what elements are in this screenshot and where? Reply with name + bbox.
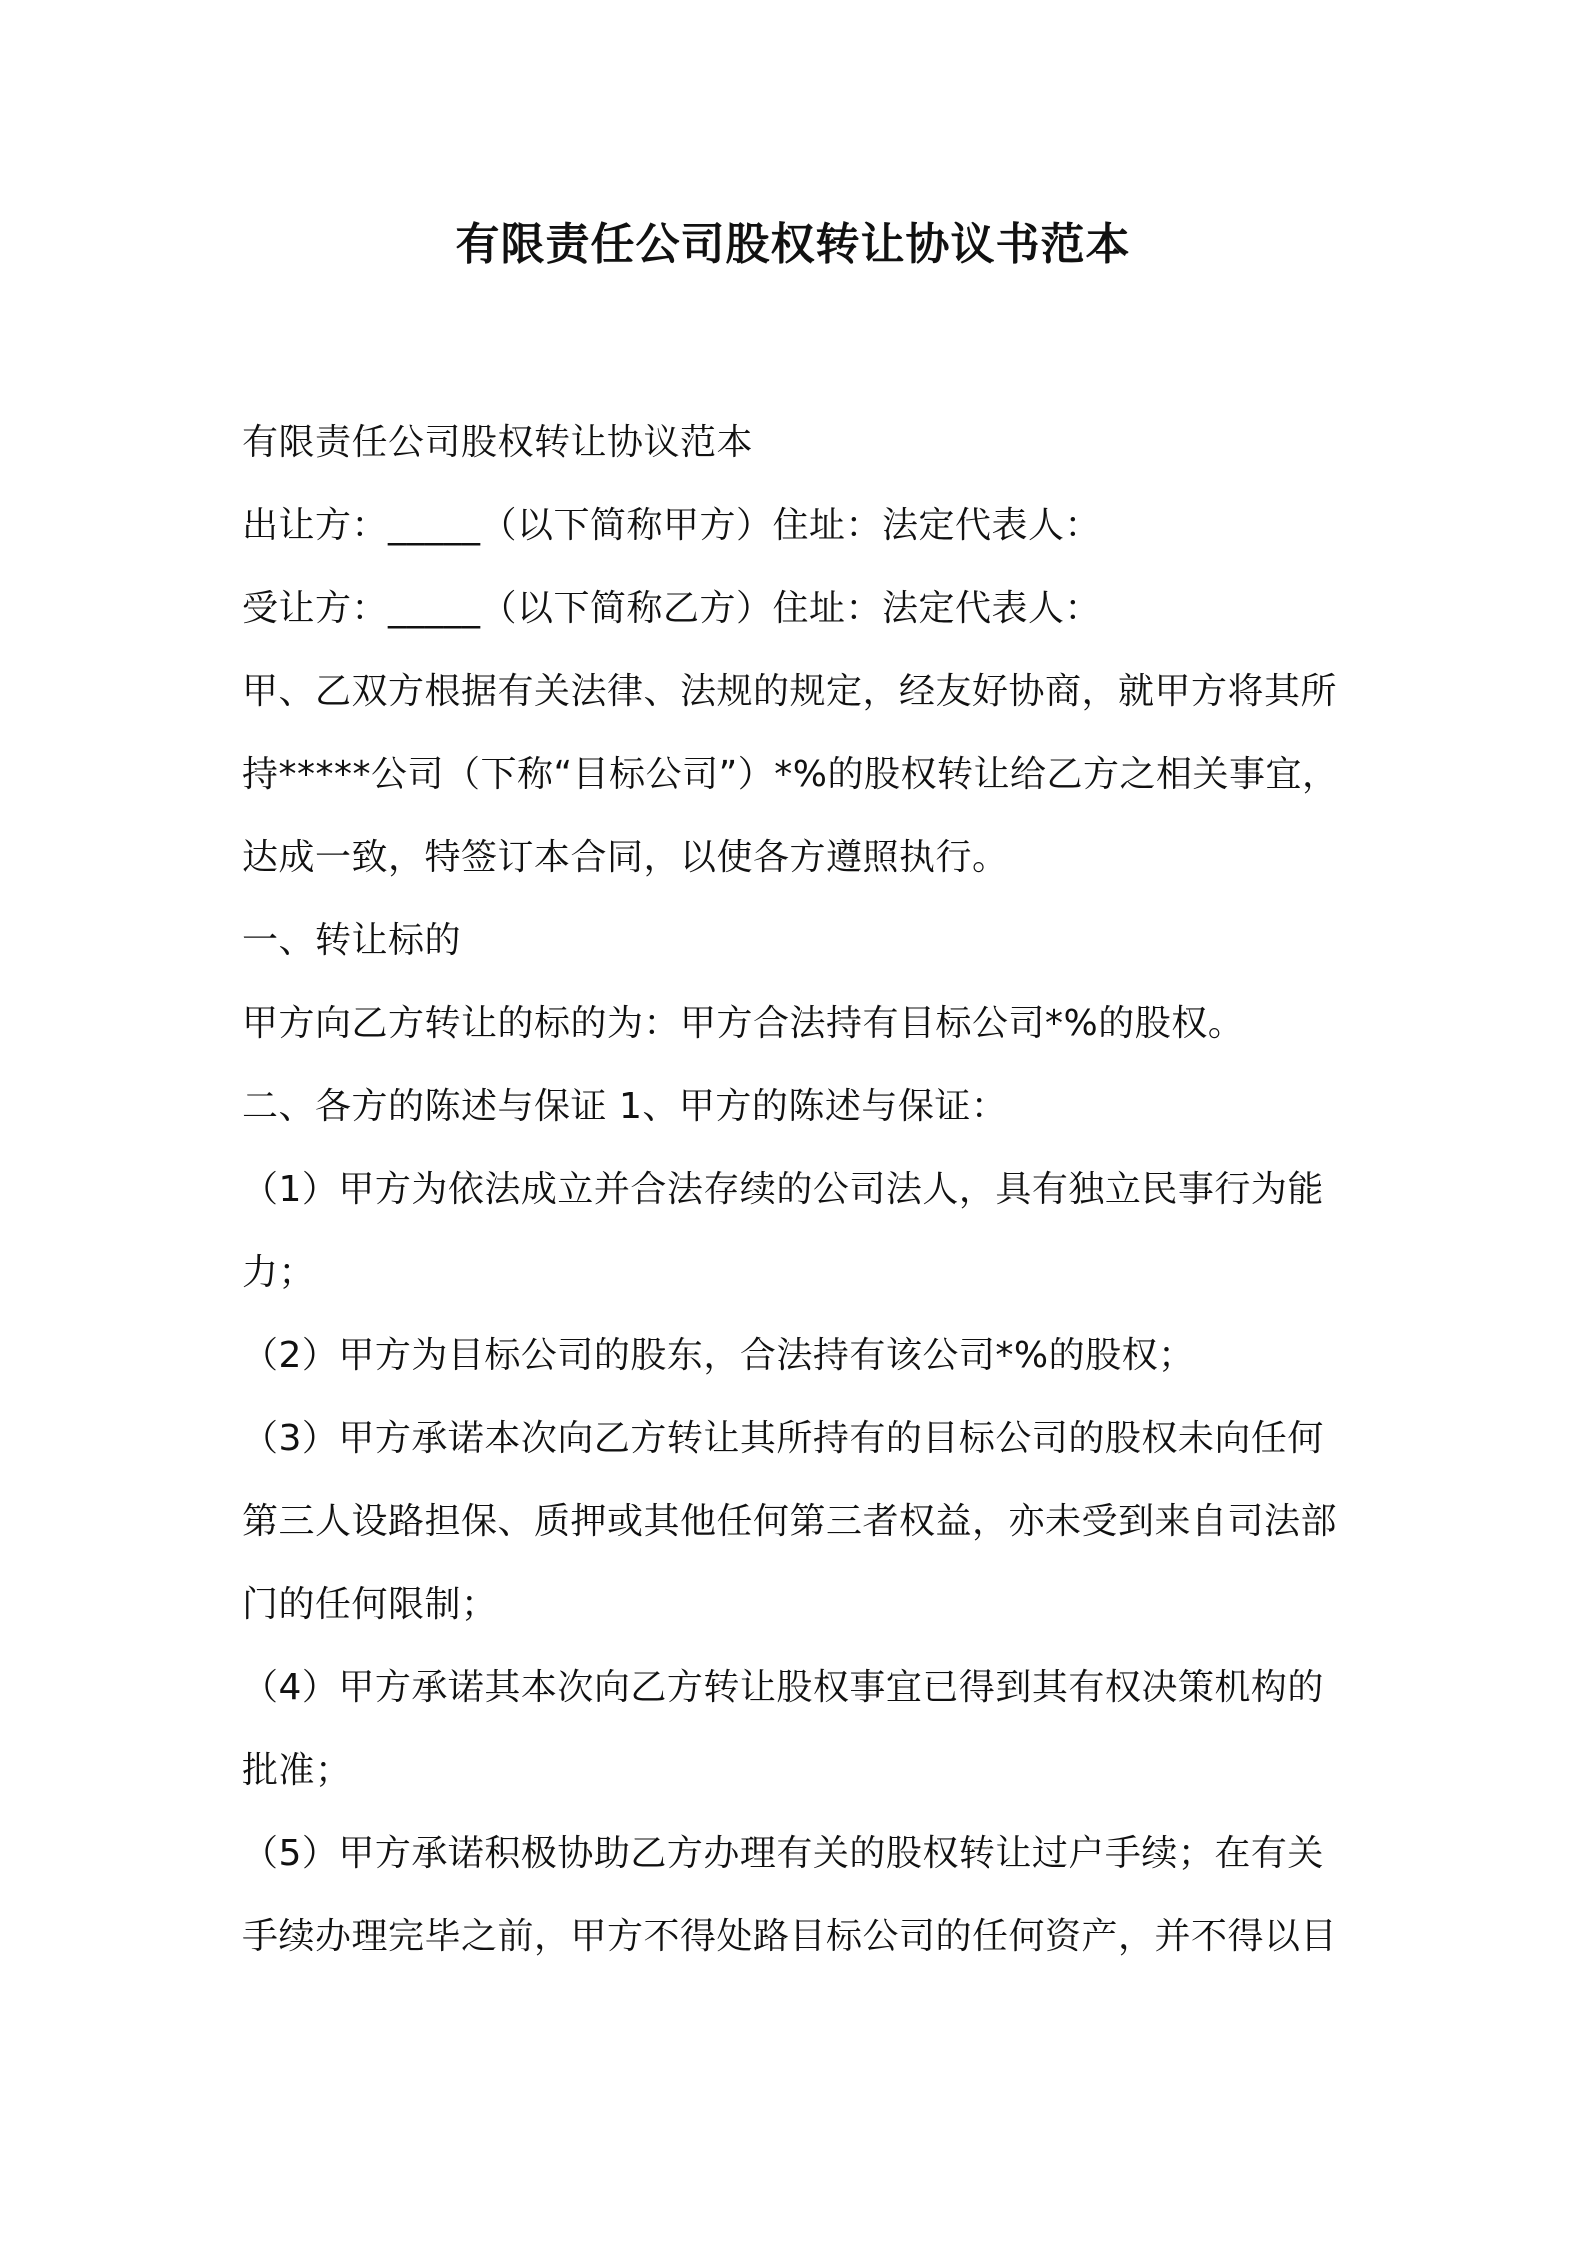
body-line-preamble-3: 达成一致，特签订本合同，以使各方遵照执行。 <box>242 837 1009 878</box>
document-title: 有限责任公司股权转让协议书范本 <box>455 219 1131 270</box>
clause-5-line-1: （5）甲方承诺积极协助乙方办理有关的股权转让过户手续；在有关 <box>242 1833 1324 1874</box>
clause-4-line-1: （4）甲方承诺其本次向乙方转让股权事宜已得到其有权决策机构的 <box>242 1667 1324 1708</box>
clause-1-line-1: （1）甲方为依法成立并合法存续的公司法人，具有独立民事行为能 <box>242 1169 1324 1210</box>
clause-5-line-2: 手续办理完毕之前，甲方不得处路目标公司的任何资产，并不得以目 <box>242 1916 1338 1957</box>
clause-3-line-3: 门的任何限制； <box>242 1584 498 1625</box>
clause-3-line-1: （3）甲方承诺本次向乙方转让其所持有的目标公司的股权未向任何 <box>242 1418 1324 1459</box>
clause-4-line-2: 批准； <box>242 1750 352 1791</box>
clause-3-line-2: 第三人设路担保、质押或其他任何第三者权益，亦未受到来自司法部 <box>242 1501 1338 1542</box>
body-line-transferor: 出让方：_____（以下简称甲方）住址：法定代表人： <box>242 505 1102 546</box>
body-line-preamble-1: 甲、乙双方根据有关法律、法规的规定，经友好协商，就甲方将其所 <box>242 671 1338 712</box>
section-heading-2: 二、各方的陈述与保证 1、甲方的陈述与保证： <box>242 1086 1008 1127</box>
body-line-transferee: 受让方：_____（以下简称乙方）住址：法定代表人： <box>242 588 1102 629</box>
body-line-preamble-2: 持*****公司（下称“目标公司”）*%的股权转让给乙方之相关事宜， <box>242 754 1339 795</box>
document-body <box>242 401 1362 1978</box>
body-line-subject: 甲方向乙方转让的标的为：甲方合法持有目标公司*%的股权。 <box>242 1003 1245 1044</box>
body-line-subtitle: 有限责任公司股权转让协议范本 <box>242 422 754 463</box>
section-heading-1: 一、转让标的 <box>242 920 462 961</box>
clause-1-line-2: 力； <box>242 1252 316 1293</box>
clause-2-line-1: （2）甲方为目标公司的股东，合法持有该公司*%的股权； <box>242 1335 1195 1376</box>
